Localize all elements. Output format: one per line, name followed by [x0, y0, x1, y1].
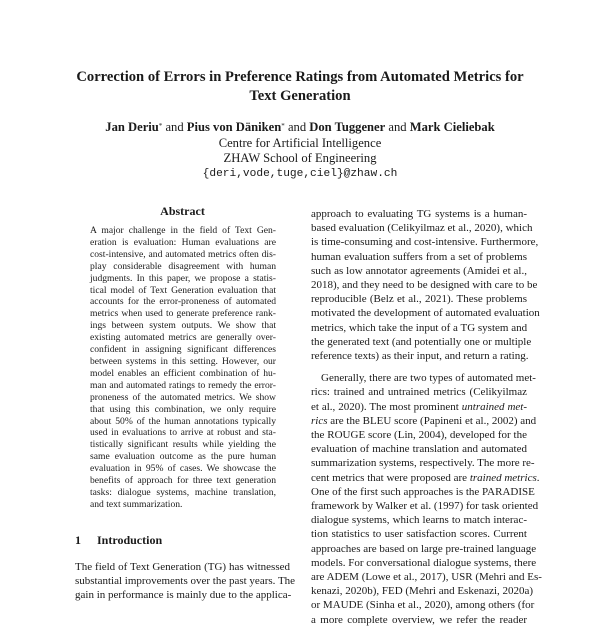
- author-footnote-mark: *: [281, 122, 285, 130]
- text-line: [311, 385, 527, 399]
- author-name: Jan Deriu: [105, 120, 159, 134]
- text-line: play considerable disagreement with human: [90, 260, 276, 272]
- text-line: tistically significant results while yielding the: [90, 439, 276, 451]
- text-line: same evaluation outcome as the pure human: [90, 451, 276, 463]
- text-line: existing automated metrics are generally over-: [90, 332, 276, 344]
- text-line: human evaluation suffers from a set of problems: [311, 250, 527, 263]
- text-line: [311, 613, 527, 627]
- text-span: the ROUGE score (Lin, 2004), developed for the: [311, 429, 527, 442]
- section-number: 1: [75, 533, 81, 547]
- emphasized-term: rics: [311, 414, 328, 427]
- text-line: between systems in this setting. However, our: [90, 355, 276, 367]
- paper-title-line-1: Correction of Errors in Preference Ratings from Automated Metrics for: [76, 69, 524, 85]
- text-line: [311, 570, 542, 584]
- text-span: are ADEM (Lowe et al., 2017), USR (Mehri and Es-: [311, 571, 542, 584]
- text-line: is time-consuming and cost-intensive. Furthermore,: [311, 236, 539, 249]
- author-email: {deri,vode,tuge,ciel}@zhaw.ch: [202, 167, 398, 180]
- text-line: The field of Text Generation (TG) has witnessed: [75, 561, 290, 573]
- section-heading: [75, 533, 162, 548]
- text-line: model enables an efficient combination of hu-: [90, 367, 276, 379]
- text-span: or MAUDE (Sinha et al., 2020), among others (for: [311, 599, 535, 612]
- text-line: confident in assigning significant differences: [90, 344, 276, 356]
- text-line: approach to evaluating TG systems is a human-: [311, 208, 527, 220]
- author-name: Pius von Däniken: [186, 120, 282, 134]
- text-line: [311, 428, 527, 442]
- text-line: [311, 400, 527, 414]
- text-span: are the BLEU score (Papineni et al., 2002) and: [327, 414, 537, 427]
- paper-title-line-2: Text Generation: [249, 88, 351, 104]
- text-line: judgments. In this paper, we propose a statis-: [90, 272, 276, 284]
- text-line: gain in performance is mainly due to the applica-: [75, 589, 292, 601]
- abstract-heading: Abstract: [160, 204, 205, 218]
- text-line: used in evaluations to arrive at robust and sta-: [90, 427, 276, 439]
- and-connector: and: [165, 120, 184, 134]
- text-line: [311, 471, 540, 485]
- text-line: and text summarization.: [90, 498, 183, 510]
- author-name: Mark Cieliebak: [409, 120, 495, 134]
- text-span: approaches are based on large pre-trained language: [311, 542, 537, 555]
- author-name: Don Tuggener: [309, 120, 386, 134]
- text-line: A major challenge in the field of Text Gen-: [90, 225, 276, 236]
- text-span: One of the first such approaches is the PARADISE: [311, 485, 535, 498]
- affiliation-line: Centre for Artificial Intelligence: [218, 135, 382, 150]
- affiliation-line: ZHAW School of Engineering: [223, 151, 377, 166]
- introduction-body: [75, 560, 296, 602]
- text-line: the generated text (and potentially one or multiple: [311, 335, 532, 348]
- emphasized-term: untrained met-: [461, 400, 527, 413]
- and-connector: and: [388, 120, 407, 134]
- text-line: [311, 442, 527, 456]
- text-span: summarization systems, respectively. The more re-: [311, 457, 535, 470]
- author-names: [60, 120, 540, 136]
- text-span: models. For conversational dialogue systems, there: [311, 556, 537, 569]
- text-line: proneness of the automated metrics. We show: [90, 391, 276, 403]
- text-line: about 50% of the human annotations typically: [90, 415, 276, 427]
- text-line: based evaluation (Celikyilmaz et al., 2020), which: [311, 222, 533, 235]
- text-line: [311, 371, 536, 385]
- author-block: [60, 120, 540, 182]
- text-line: [311, 598, 535, 612]
- text-line: 2018), and they need to be designed with care to be: [311, 279, 538, 292]
- text-span: tion statistics to user satisfaction scores. Current: [311, 528, 527, 541]
- text-line: cost-intensive, and automated metrics often dis-: [90, 248, 276, 260]
- text-line: [311, 513, 527, 527]
- text-span: et al., 2020). The most prominent: [311, 400, 462, 413]
- text-line: [311, 527, 527, 541]
- text-line: [311, 485, 535, 499]
- text-line: ings between system outputs. We show that: [90, 320, 276, 332]
- text-line: tasks: dialogue systems, machine translation,: [90, 486, 276, 498]
- text-span: dialogue systems, which learns to match interac-: [311, 514, 527, 527]
- text-span: framework by Walker et al. (1997) for task oriented: [311, 500, 539, 513]
- text-line: [311, 584, 534, 598]
- paper-title: [70, 68, 530, 106]
- paragraph-gap: [311, 363, 527, 371]
- text-line: eration is evaluation: Human evaluations are: [90, 236, 276, 248]
- text-line: [311, 456, 535, 470]
- text-line: tical model of Text Generation evaluation that: [90, 284, 276, 296]
- text-line: [311, 414, 537, 428]
- text-line: accounts for the error-proneness of automated: [90, 296, 276, 308]
- text-line: [311, 499, 539, 513]
- text-line: substantial improvements over the past years. The: [75, 575, 296, 587]
- text-line: evaluation in 95% of cases. We showcase the: [90, 463, 276, 475]
- text-line: metrics when used to generate preference rank-: [90, 308, 276, 320]
- text-span: kenazi, 2020b), FED (Mehri and Eskenazi, 2020a): [311, 585, 534, 598]
- right-column-body: [311, 207, 542, 627]
- text-span: cent metrics that were proposed are: [311, 471, 470, 484]
- text-line: motivated the development of automated evaluation: [311, 307, 540, 320]
- author-footnote-mark: *: [158, 122, 163, 130]
- text-line: [311, 556, 537, 570]
- text-span: evaluation of machine translation and automated: [311, 443, 527, 456]
- text-line: [311, 542, 537, 556]
- section-title: Introduction: [97, 533, 163, 547]
- text-line: reproducible (Belz et al., 2021). These problems: [311, 293, 527, 306]
- text-line: man and automated ratings to remedy the error-: [90, 379, 276, 391]
- text-span: a more complete overview, we refer the reader: [311, 613, 527, 626]
- text-span: rics: trained and untrained metrics (Celikyilmaz: [311, 386, 527, 399]
- text-span: Generally, there are two types of automated met-: [321, 372, 536, 385]
- and-connector: and: [287, 120, 307, 134]
- text-line: metrics, which take the input of a TG system and: [311, 321, 528, 334]
- text-span: .: [536, 471, 540, 484]
- abstract-body: [90, 225, 276, 511]
- text-line: that using this combination, we only require: [90, 403, 276, 415]
- text-line: reference texts) as their input, and return a rating.: [311, 350, 529, 363]
- text-line: benefits of approach for three text generation: [90, 475, 276, 487]
- text-line: such as low annotator agreements (Amidei et al.,: [311, 264, 527, 277]
- emphasized-term: trained metrics: [469, 471, 537, 484]
